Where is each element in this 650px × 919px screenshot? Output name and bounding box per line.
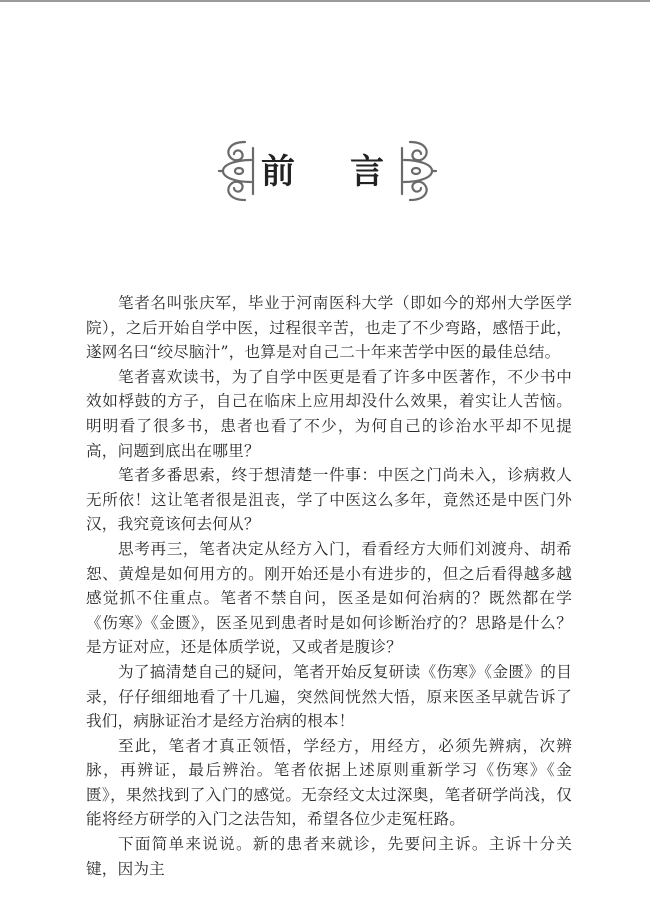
paragraph-7: 下面简单来说说。新的患者来就诊，先要问主诉。主诉十分关键，因为主 <box>86 835 572 878</box>
top-border-rule <box>0 0 650 2</box>
paragraph-5: 为了搞清楚自己的疑问，笔者开始反复研读《伤寒》《金匮》的目录，仔仔细细地看了十几遍，突然间恍然大悟，原来医圣早就告诉了我们，病脉证治才是经方治病的根本！ <box>86 662 572 731</box>
preface-heading <box>0 138 650 208</box>
paragraph-2: 笔者喜欢读书，为了自学中医更是看了许多中医著作，不少书中效如桴鼓的方子，自己在临床上应用却没什么效果，着实让人苦恼。明明看了很多书，患者也看了不少，为何自己的诊治水平却不见提高，问题到底出在哪里？ <box>86 367 572 460</box>
paragraph-1: 笔者名叫张庆军，毕业于河南医科大学（即如今的郑州大学医学院），之后开始自学中医，过程很辛苦，也走了不少弯路，感悟于此，遂网名曰“绞尽脑汁”，也算是对自己二十年来苦学中医的最佳总结。 <box>86 294 572 362</box>
cloud-ornament-left-icon <box>215 138 259 204</box>
preface-body <box>86 291 572 881</box>
paragraph-3: 笔者多番思索，终于想清楚一件事：中医之门尚未入，诊病救人无所依！这让笔者很是沮丧，学了中医这么多年，竟然还是中医门外汉，我究竟该何去何从？ <box>86 466 572 534</box>
page-title-char-2: 言 <box>350 152 384 192</box>
paragraph-4: 思考再三，笔者决定从经方入门，看看经方大师们刘渡舟、胡希恕、黄煌是如何用方的。刚开始还是小有进步的，但之后看得越多越感觉抓不住重点。笔者不禁自问，医圣是如何治病的？既然都在学《伤寒》《金匮》，医圣见到患者时是如何诊断治疗的？思路是什么？是方证对应，还是体质学说，又或者是腹诊？ <box>86 539 572 657</box>
cloud-ornament-right-icon <box>396 138 440 204</box>
page-title-char-1: 前 <box>261 152 295 192</box>
paragraph-6: 至此，笔者才真正领悟，学经方，用经方，必须先辨病，次辨脉，再辨证，最后辨治。笔者依据上述原则重新学习《伤寒》《金匮》，果然找到了入门的感觉。无奈经文太过深奥，笔者研学尚浅，仅能将经方研学的入门之法告知，希望各位少走冤枉路。 <box>86 736 572 829</box>
